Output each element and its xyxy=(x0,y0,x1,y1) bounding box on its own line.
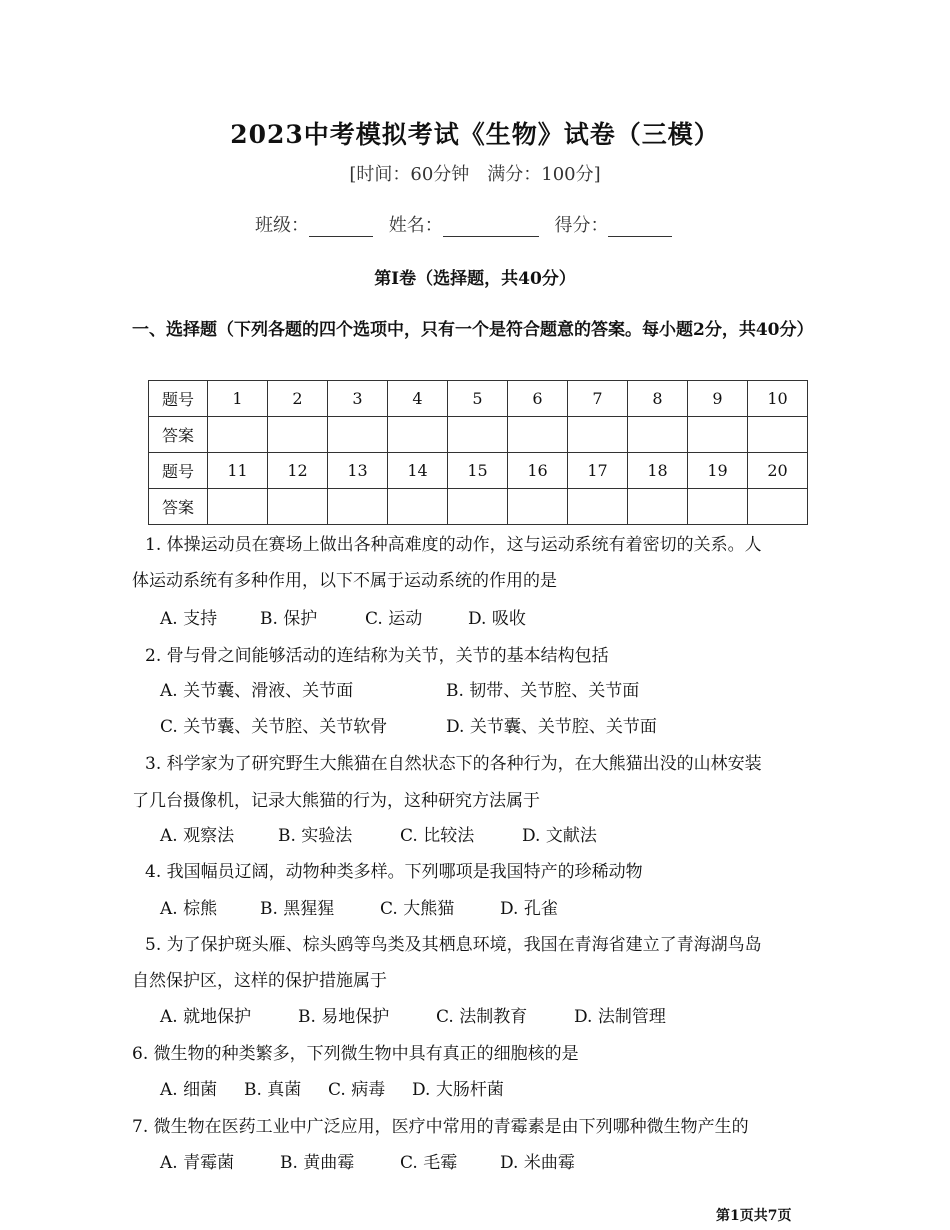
table-row xyxy=(149,381,808,417)
answer-cell[interactable] xyxy=(628,489,688,525)
question-7-options xyxy=(160,1145,575,1181)
option-b[interactable]: B. 韧带、关节腔、关节面 xyxy=(446,681,640,701)
answer-cell[interactable] xyxy=(748,489,808,525)
table-row xyxy=(149,417,808,453)
option-a[interactable]: A. 青霉菌 xyxy=(160,1153,235,1173)
question-number-cell: 17 xyxy=(568,453,628,489)
option-a[interactable]: A. 支持 xyxy=(160,609,218,629)
question-number-cell: 18 xyxy=(628,453,688,489)
row-label-answer: 答案 xyxy=(149,489,208,525)
question-number-cell: 13 xyxy=(328,453,388,489)
question-2-line-1: 2. 骨与骨之间能够活动的连结称为关节，关节的基本结构包括 xyxy=(145,646,609,666)
question-number-cell: 3 xyxy=(328,381,388,417)
question-number-cell: 9 xyxy=(688,381,748,417)
question-4-options xyxy=(160,891,558,927)
score-blank[interactable] xyxy=(608,218,672,237)
option-c[interactable]: C. 病毒 xyxy=(328,1080,386,1100)
option-b[interactable]: B. 真菌 xyxy=(244,1080,302,1100)
question-number-cell: 6 xyxy=(508,381,568,417)
option-c[interactable]: C. 大熊猫 xyxy=(380,899,455,919)
row-label-answer: 答案 xyxy=(149,417,208,453)
answer-cell[interactable] xyxy=(328,417,388,453)
question-number-cell: 14 xyxy=(388,453,448,489)
option-d[interactable]: D. 吸收 xyxy=(468,609,526,629)
question-1-line-1: 1. 体操运动员在赛场上做出各种高难度的动作，这与运动系统有着密切的关系。人 xyxy=(145,535,762,555)
question-number-cell: 19 xyxy=(688,453,748,489)
question-number-cell: 15 xyxy=(448,453,508,489)
answer-cell[interactable] xyxy=(328,489,388,525)
table-row xyxy=(149,453,808,489)
option-a[interactable]: A. 关节囊、滑液、关节面 xyxy=(160,681,354,701)
question-number-cell: 7 xyxy=(568,381,628,417)
page-number: 第1页共7页 xyxy=(716,1208,792,1224)
option-b[interactable]: B. 实验法 xyxy=(278,826,353,846)
question-number-cell: 5 xyxy=(448,381,508,417)
exam-title: 2023中考模拟考试《生物》试卷（三模） xyxy=(230,120,720,149)
answer-cell[interactable] xyxy=(748,417,808,453)
question-number-cell: 12 xyxy=(268,453,328,489)
answer-cell[interactable] xyxy=(208,417,268,453)
question-2-options-row-2 xyxy=(160,709,657,745)
question-1-line-2: 体运动系统有多种作用，以下不属于运动系统的作用的是 xyxy=(132,571,557,591)
question-number-cell: 16 xyxy=(508,453,568,489)
question-5-line-1: 5. 为了保护斑头雁、棕头鸥等鸟类及其栖息环境，我国在青海省建立了青海湖鸟岛 xyxy=(145,935,762,955)
option-a[interactable]: A. 就地保护 xyxy=(160,1007,252,1027)
answer-cell[interactable] xyxy=(568,417,628,453)
answer-cell[interactable] xyxy=(508,489,568,525)
class-label: 班级： xyxy=(255,215,309,236)
option-d[interactable]: D. 法制管理 xyxy=(574,1007,666,1027)
option-c[interactable]: C. 比较法 xyxy=(400,826,475,846)
class-blank[interactable] xyxy=(309,218,373,237)
answer-cell[interactable] xyxy=(688,417,748,453)
score-label: 得分： xyxy=(554,215,609,236)
answer-cell[interactable] xyxy=(388,489,448,525)
name-blank[interactable] xyxy=(443,218,539,237)
answer-table xyxy=(148,380,808,525)
option-d[interactable]: D. 米曲霉 xyxy=(500,1153,575,1173)
table-row xyxy=(149,489,808,525)
option-c[interactable]: C. 运动 xyxy=(365,609,423,629)
question-5-options xyxy=(160,999,666,1035)
question-number-cell: 4 xyxy=(388,381,448,417)
option-a[interactable]: A. 细菌 xyxy=(160,1080,218,1100)
question-3-line-2: 了几台摄像机，记录大熊猫的行为，这种研究方法属于 xyxy=(132,791,540,811)
question-number-cell: 1 xyxy=(208,381,268,417)
answer-cell[interactable] xyxy=(208,489,268,525)
question-5-line-2: 自然保护区，这样的保护措施属于 xyxy=(132,971,387,991)
question-2-options-row-1 xyxy=(160,673,639,709)
option-a[interactable]: A. 棕熊 xyxy=(160,899,218,919)
question-1-options xyxy=(160,601,526,637)
option-d[interactable]: D. 文献法 xyxy=(522,826,597,846)
answer-cell[interactable] xyxy=(628,417,688,453)
answer-cell[interactable] xyxy=(568,489,628,525)
option-d[interactable]: D. 孔雀 xyxy=(500,899,558,919)
question-6-line-1: 6. 微生物的种类繁多，下列微生物中具有真正的细胞核的是 xyxy=(132,1044,579,1064)
answer-cell[interactable] xyxy=(388,417,448,453)
exam-time-score: [时间：60分钟 满分：100分] xyxy=(349,164,601,185)
question-3-options xyxy=(160,818,597,854)
question-6-options xyxy=(160,1072,504,1108)
question-number-cell: 10 xyxy=(748,381,808,417)
option-d[interactable]: D. 关节囊、关节腔、关节面 xyxy=(446,717,657,737)
option-c[interactable]: C. 法制教育 xyxy=(436,1007,528,1027)
answer-cell[interactable] xyxy=(268,489,328,525)
part-heading: 一、选择题（下列各题的四个选项中，只有一个是符合题意的答案。每小题2分，共40分） xyxy=(132,320,814,340)
question-3-line-1: 3. 科学家为了研究野生大熊猫在自然状态下的各种行为，在大熊猫出没的山林安装 xyxy=(145,754,762,774)
question-number-cell: 8 xyxy=(628,381,688,417)
row-label-number: 题号 xyxy=(149,453,208,489)
section-title: 第Ⅰ卷（选择题，共40分） xyxy=(374,269,576,289)
row-label-number: 题号 xyxy=(149,381,208,417)
question-7-line-1: 7. 微生物在医药工业中广泛应用，医疗中常用的青霉素是由下列哪种微生物产生的 xyxy=(132,1117,749,1137)
option-a[interactable]: A. 观察法 xyxy=(160,826,235,846)
name-label: 姓名： xyxy=(388,215,443,236)
question-number-cell: 11 xyxy=(208,453,268,489)
answer-cell[interactable] xyxy=(448,489,508,525)
option-b[interactable]: B. 保护 xyxy=(260,609,318,629)
option-c[interactable]: C. 毛霉 xyxy=(400,1153,458,1173)
question-number-cell: 20 xyxy=(748,453,808,489)
question-number-cell: 2 xyxy=(268,381,328,417)
student-info-line xyxy=(255,211,682,237)
answer-cell[interactable] xyxy=(688,489,748,525)
answer-cell[interactable] xyxy=(268,417,328,453)
option-d[interactable]: D. 大肠杆菌 xyxy=(412,1080,504,1100)
answer-cell[interactable] xyxy=(448,417,508,453)
option-b[interactable]: B. 易地保护 xyxy=(298,1007,390,1027)
option-b[interactable]: B. 黄曲霉 xyxy=(280,1153,355,1173)
option-c[interactable]: C. 关节囊、关节腔、关节软骨 xyxy=(160,717,388,737)
answer-cell[interactable] xyxy=(508,417,568,453)
question-4-line-1: 4. 我国幅员辽阔，动物种类多样。下列哪项是我国特产的珍稀动物 xyxy=(145,862,643,882)
option-b[interactable]: B. 黑猩猩 xyxy=(260,899,335,919)
